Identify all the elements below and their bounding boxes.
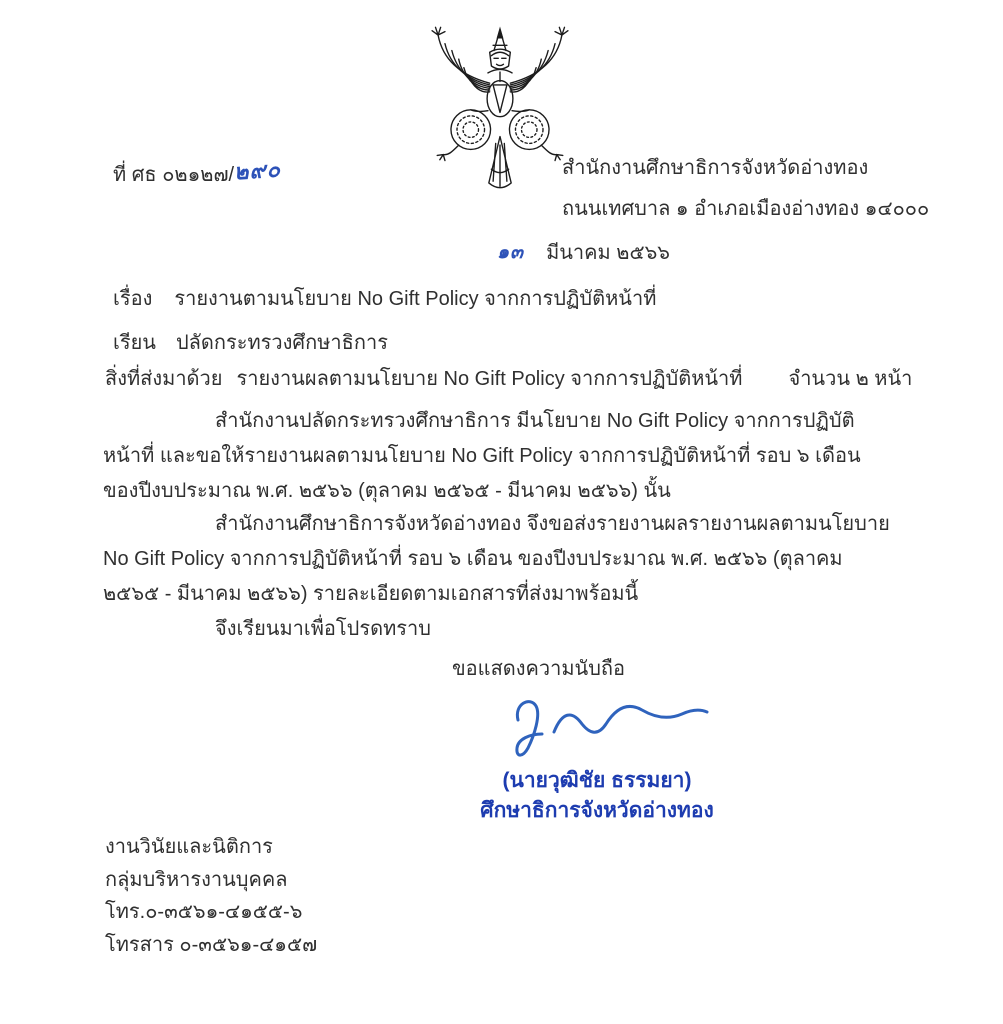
agency-name: สำนักงานศึกษาธิการจังหวัดอ่างทอง (562, 157, 869, 179)
body-paragraph-1: สำนักงานปลัดกระทรวงศึกษาธิการ มีนโยบาย No Gift Policy จากการปฏิบัติหน้าที่ และขอให้รายงานผลตามนโยบาย No Gift Policy จากการปฏิบัติหน้าที่ รอบ ๖ เดือน ของปีงบประมาณ พ.ศ. ๒๕๖๖ (ตุลาคม ๒๕๖๕ - มีนาคม ๒๕๖๖) นั้น (103, 410, 861, 502)
addressee-label: เรียน (113, 332, 156, 354)
footer-group-line: กลุ่มบริหารงานบุคคล (105, 868, 288, 891)
footer-fax-line: โทรสาร ๐-๓๕๖๑-๔๑๕๗ (105, 933, 318, 956)
contact-footer-block (105, 831, 317, 961)
addressee-line (113, 326, 388, 358)
agency-address-block (562, 148, 929, 230)
salutation-line: ขอแสดงความนับถือ (452, 658, 626, 680)
enclosure-label: สิ่งที่ส่งมาด้วย (105, 368, 223, 390)
date-line (497, 236, 670, 268)
subject-text: รายงานตามนโยบาย No Gift Policy จากการปฏิบัติหน้าที่ (174, 288, 657, 310)
agency-street-address: ถนนเทศบาล ๑ อำเภอเมืองอ่างทอง ๑๔๐๐๐ (562, 198, 930, 220)
body-paragraph-2: สำนักงานศึกษาธิการจังหวัดอ่างทอง จึงขอส่งรายงานผลรายงานผลตามนโยบาย No Gift Policy จากการปฏิบัติหน้าที่ รอบ ๖ เดือน ของปีงบประมาณ พ.ศ. ๒๕๖๖ (ตุลาคม ๒๕๖๕ - มีนาคม ๒๕๖๖) รายละเอียดตามเอกสารที่ส่งมาพร้อมนี้ (103, 513, 890, 605)
enclosure-page-count: จำนวน ๒ หน้า (788, 368, 913, 390)
enclosure-line (105, 362, 912, 394)
closing-line: จึงเรียนมาเพื่อโปรดทราบ (215, 618, 431, 640)
date-day-handwritten: ๑๓ (497, 242, 525, 263)
date-month-year: มีนาคม ๒๕๖๖ (546, 242, 670, 264)
addressee-text: ปลัดกระทรวงศึกษาธิการ (175, 332, 388, 354)
signer-name: (นายวุฒิชัย ธรรมยา) (502, 769, 692, 792)
subject-line (113, 282, 656, 314)
reference-number-handwritten: ๒๙๐ (233, 156, 282, 185)
subject-label: เรื่อง (113, 288, 153, 310)
signer-block (427, 766, 767, 826)
enclosure-text: รายงานผลตามนโยบาย No Gift Policy จากการปฏิบัติหน้าที่ (236, 368, 743, 390)
handwritten-signature-icon (492, 690, 727, 770)
reference-number-line (113, 156, 281, 191)
footer-phone-line: โทร.๐-๓๕๖๑-๔๑๕๕-๖ (105, 901, 303, 923)
reference-number-printed: ที่ ศธ ๐๒๑๒๗/ (113, 164, 235, 186)
signer-title: ศึกษาธิการจังหวัดอ่างทอง (480, 799, 714, 822)
footer-unit-line: งานวินัยและนิติการ (105, 836, 273, 858)
garuda-emblem-icon (414, 20, 586, 198)
